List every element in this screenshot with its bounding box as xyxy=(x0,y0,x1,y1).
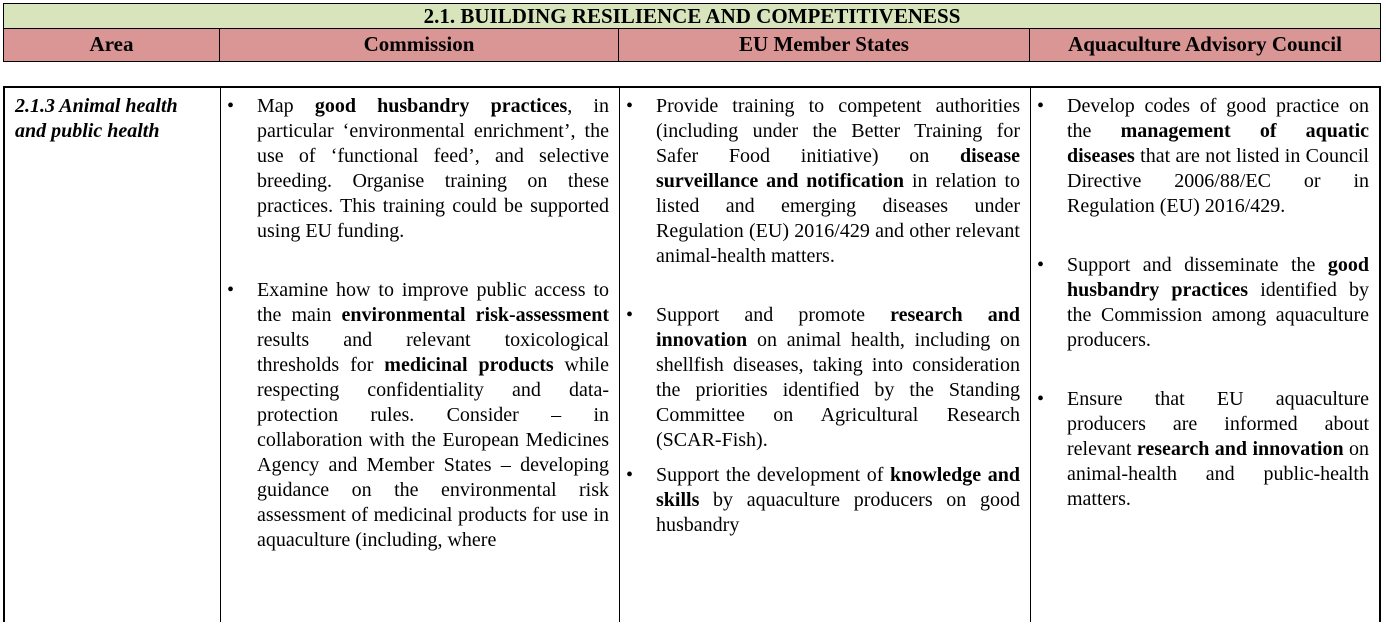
text-run: while respecting confidentiality and data-protection rules. Consider – in collaboration with the European Medicines Agency and Member States – developing guidance on the environmental risk assessment of medicinal products for use in aquaculture (including, where xyxy=(257,354,609,551)
text-run: that are not listed in Council Directive 2006/88/EC or in Regulation (EU) 2016/429. xyxy=(1067,145,1369,217)
bold-text: environmental risk-assessment xyxy=(341,304,609,326)
text-run: Examine how to improve public access to the main xyxy=(257,279,609,326)
area-cell: 2.1.3 Animal health and public health xyxy=(5,88,221,622)
list-item xyxy=(1035,253,1369,353)
commission-list xyxy=(225,94,609,553)
column-header-commission: Commission xyxy=(220,29,619,61)
bold-text: research and innovation xyxy=(1136,438,1344,460)
column-header-advisory-council: Aquaculture Advisory Council xyxy=(1068,32,1342,56)
column-header-area: Area xyxy=(4,29,220,61)
text-run: identified by the Commission among aquaculture producers. xyxy=(1067,279,1370,351)
text-run: Map xyxy=(257,95,315,117)
list-item xyxy=(225,94,609,244)
text-run: Support and disseminate the xyxy=(1067,254,1328,276)
bold-text: knowledge and skills xyxy=(656,464,1020,511)
list-item xyxy=(1035,387,1369,512)
text-run: results and relevant toxicological thresholds for xyxy=(257,329,609,376)
bold-text: medicinal products xyxy=(384,354,554,376)
advisory-council-cell xyxy=(1031,88,1379,622)
advisory-council-list xyxy=(1035,94,1369,512)
column-headers xyxy=(3,28,1381,62)
bold-text: good husbandry practices xyxy=(314,95,568,117)
bold-text: research and innovation xyxy=(656,304,1020,351)
table-row xyxy=(3,86,1381,622)
text-run: by aquaculture producers on good husbandry xyxy=(656,489,1020,536)
bold-text: management of aquatic diseases xyxy=(1067,120,1370,167)
list-item xyxy=(1035,94,1369,219)
section-title: 2.1. BUILDING RESILIENCE AND COMPETITIVENESS xyxy=(3,3,1381,28)
text-run: on animal-health and public-health matters. xyxy=(1067,438,1369,510)
column-header-member-states: EU Member States xyxy=(619,29,1030,61)
text-run: Develop codes of good practice on the xyxy=(1067,95,1369,142)
list-item xyxy=(624,94,1020,269)
list-item xyxy=(624,303,1020,453)
commission-cell xyxy=(221,88,620,622)
text-run: on animal health, including on shellfish diseases, taking into consideration the priorities identified by the Standing Committee on Agricultural Research (SCAR-Fish). xyxy=(656,329,1020,451)
list-item xyxy=(624,463,1020,538)
bold-text: good husbandry practices xyxy=(1067,254,1369,301)
member-states-list xyxy=(624,94,1020,538)
text-run: in relation to listed and emerging diseases under Regulation (EU) 2016/429 and other relevant animal-health matters. xyxy=(656,170,1020,267)
text-run: , in particular ‘environmental enrichment’, the use of ‘functional feed’, and selective breeding. Organise training on these practices. This training could be supported using EU funding. xyxy=(257,95,609,242)
text-run: Provide training to competent authorities (including under the Better Training for Safer Food initiative) on xyxy=(656,95,1020,167)
text-run: Support and promote xyxy=(656,304,891,326)
text-run: Support the development of xyxy=(656,464,891,486)
text-run: Ensure that EU aquaculture producers are informed about relevant xyxy=(1067,388,1369,460)
list-item xyxy=(225,278,609,553)
member-states-cell xyxy=(620,88,1031,622)
bold-text: disease surveillance and notification xyxy=(656,145,1020,192)
